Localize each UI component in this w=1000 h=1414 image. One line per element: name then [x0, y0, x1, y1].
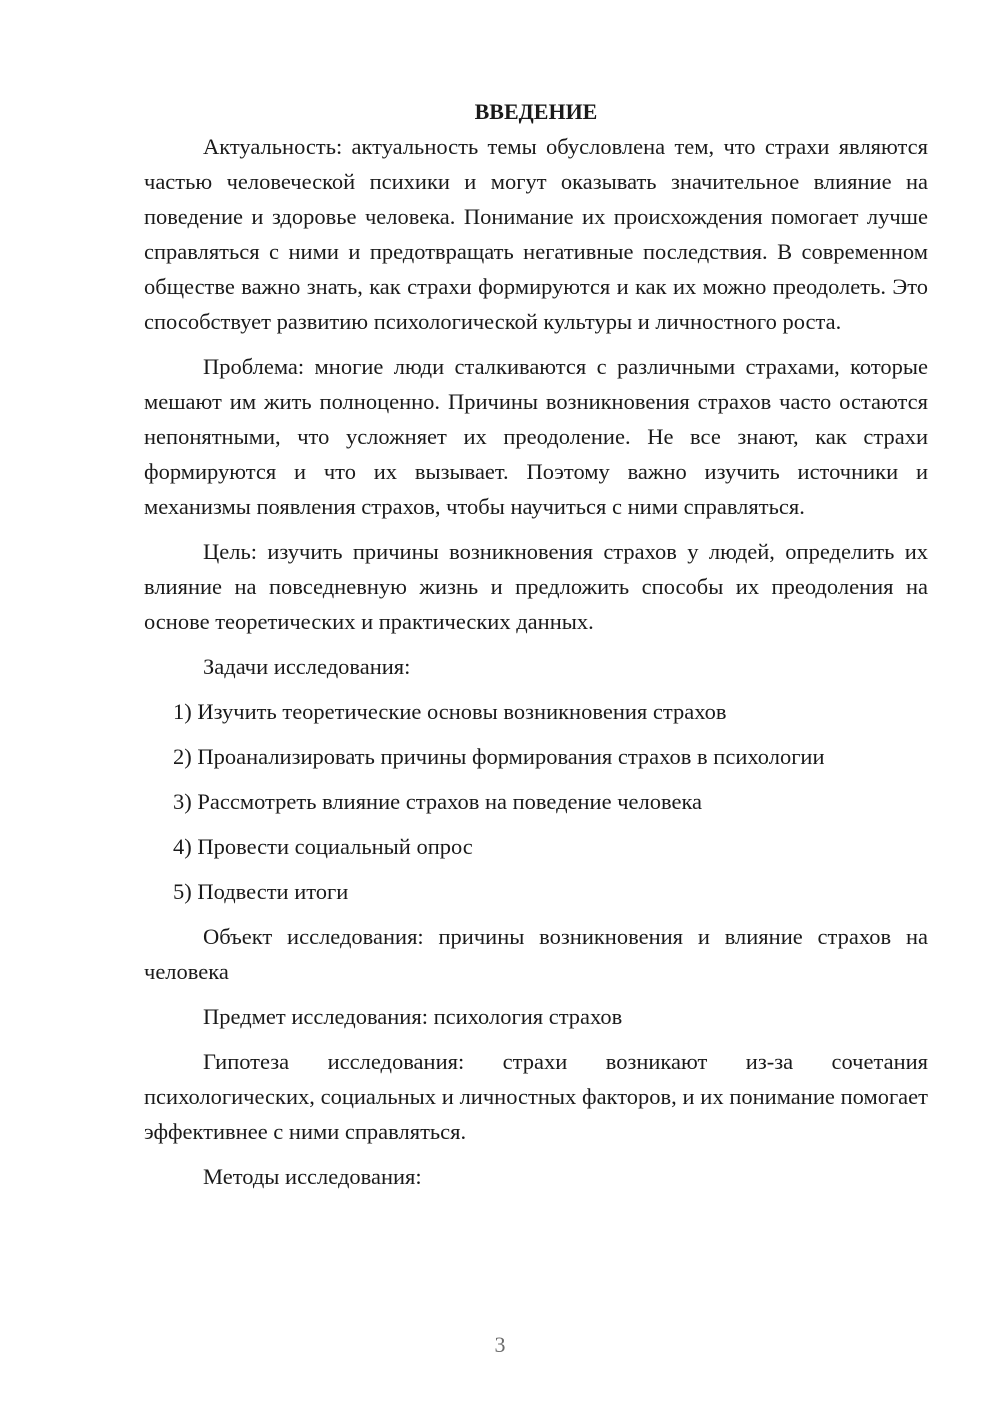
relevance-paragraph: Актуальность: актуальность темы обусловлена тем, что страхи являются частью человеческой психики и могут оказывать значительное влияние на поведение и здоровье человека. Понимание их происхождения помогает лучше справляться с ними и предотвращать негативные последствия. В современном обществе важно знать, как страхи формируются и как их можно преодолеть. Это способствует развитию психологической культуры и личностного роста.	[144, 134, 928, 334]
goal-paragraph: Цель: изучить причины возникновения страхов у людей, определить их влияние на повседневную жизнь и предложить способы их преодоления на основе теоретических и практических данных.	[144, 539, 928, 634]
list-item: 4) Провести социальный опрос	[173, 834, 473, 859]
page-number: 3	[494, 1332, 506, 1357]
tasks-heading: Задачи исследования:	[203, 654, 411, 679]
section-title: ВВЕДЕНИЕ	[474, 99, 598, 124]
object-paragraph: Объект исследования: причины возникновения и влияние страхов на человека	[144, 924, 928, 984]
list-item: 5) Подвести итоги	[173, 879, 349, 904]
hypothesis-paragraph: Гипотеза исследования: страхи возникают из-за сочетания психологических, социальных и личностных факторов, и их понимание помогает эффективнее с ними справляться.	[144, 1049, 928, 1144]
tasks-list	[144, 694, 928, 909]
list-item: 1) Изучить теоретические основы возникновения страхов	[173, 699, 727, 724]
subject-paragraph: Предмет исследования: психология страхов	[203, 1004, 623, 1029]
list-item: 3) Рассмотреть влияние страхов на поведение человека	[173, 789, 703, 814]
problem-paragraph: Проблема: многие люди сталкиваются с различными страхами, которые мешают им жить полноценно. Причины возникновения страхов часто остаются непонятными, что усложняет их преодоление. Не все знают, как страхи формируются и что их вызывает. Поэтому важно изучить источники и механизмы появления страхов, чтобы научиться с ними справляться.	[144, 354, 928, 519]
page-content	[144, 94, 928, 1194]
methods-heading: Методы исследования:	[203, 1164, 422, 1189]
list-item: 2) Проанализировать причины формирования страхов в психологии	[173, 744, 825, 769]
